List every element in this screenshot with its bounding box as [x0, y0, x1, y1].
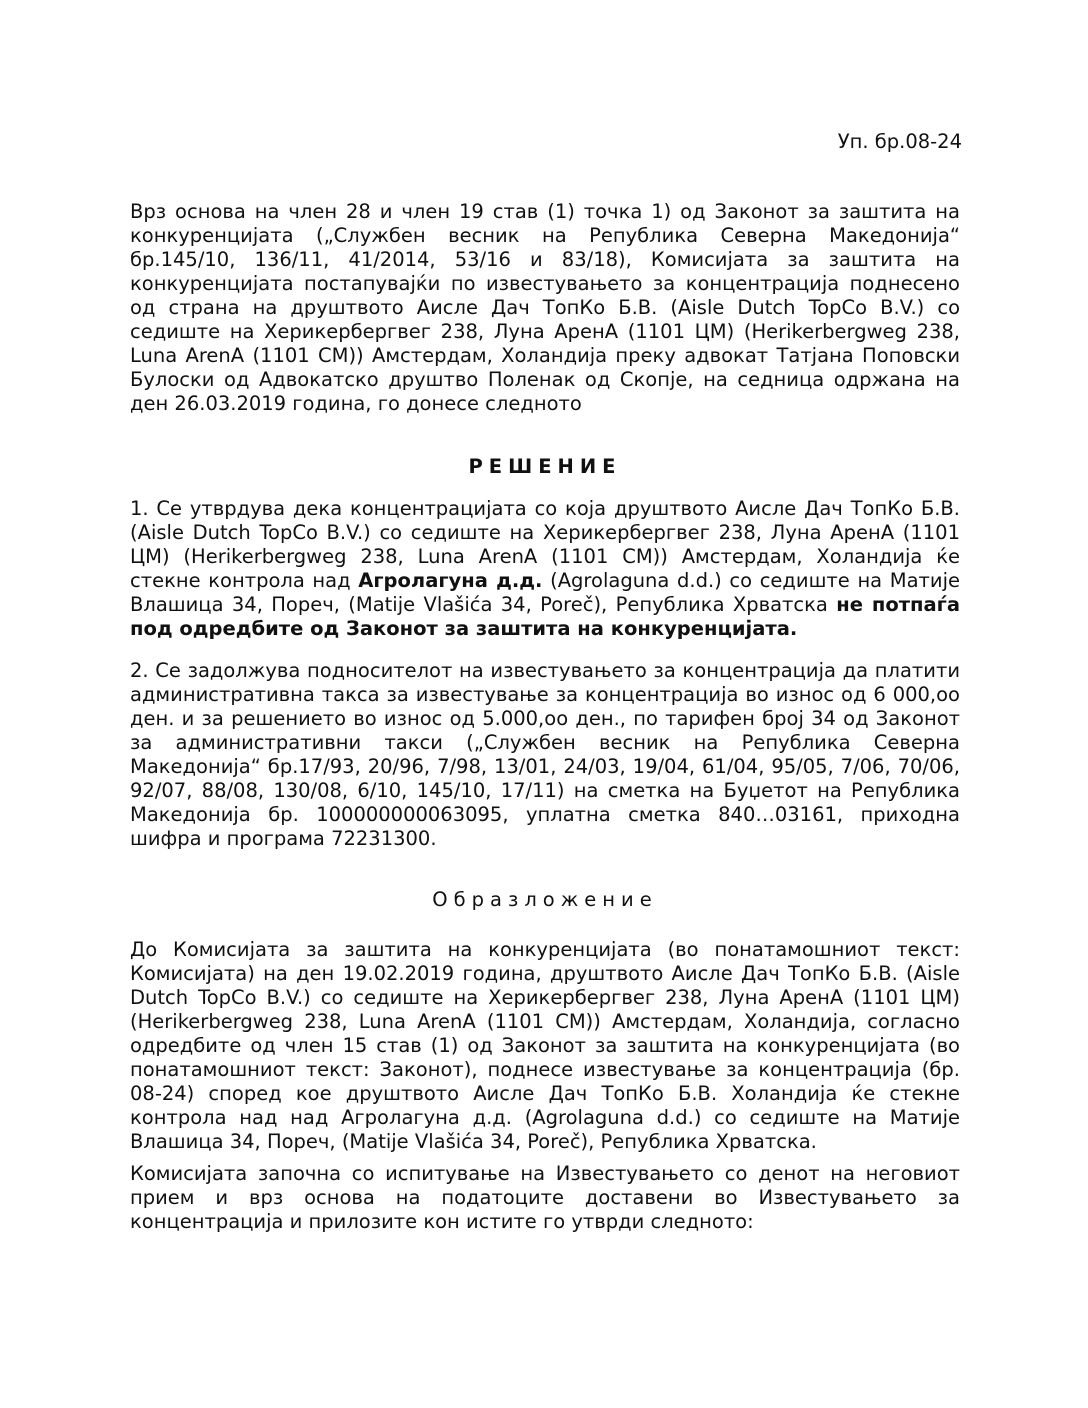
item1-text-a: 1. Се утврдува дека концентрацијата со која друштвото Аисле Дач ТопКо Б.В. (Aisle Dutch TopCo B.V.) со седиште на Херикербергвег 238, Луна АренА (1101 ЦМ) (Herikerbergweg 238, Luna ArenA (1101 CM)) Амстердам, Холандија ќе стекне контрола над	[130, 497, 960, 592]
explanation-paragraph-2: Комисијата започна со испитување на Известувањето со денот на неговиот прием и врз основа на податоците доставени во Известувањето за концентрација и прилозите кон истите го утврди следното:	[130, 1162, 960, 1233]
explanation-heading: Образложение	[432, 888, 658, 911]
item1-company-bold: Агролагуна д.д.	[358, 569, 543, 592]
intro-paragraph: Врз основа на член 28 и член 19 став (1) точка 1) од Законот за заштита на конкуренцијата („Службен весник на Република Северна Македонија“ бр.145/10, 136/11, 41/2014, 53/16 и 83/18), Комисијата за заштита на конкуренцијата постапувајќи по известувањето за концентрација поднесено од страна на друштвото Аисле Дач ТопКо Б.В. (Aisle Dutch TopCo B.V.) со седиште на Херикербергвег 238, Луна АренА (1101 ЦМ) (Herikerbergweg 238, Luna ArenA (1101 CM)) Амстердам, Холандија преку адвокат Татјана Поповски Булоски од Адвокатско друштво Поленак од Скопје, на седница одржана на ден 26.03.2019 година, го донесе следното	[130, 200, 960, 415]
decision-item-2: 2. Се задолжува подносителот на известувањето за концентрација да платити административна такса за известување за концентрација во износ од 6 000,оо ден. и за решението во износ од 5.000,оо ден., по тарифен број 34 од Законот за административни такси („Службен весник на Република Северна Македонија“ бр.17/93, 20/96, 7/98, 13/01, 24/03, 19/04, 61/04, 95/05, 7/06, 70/06, 92/07, 88/08, 130/08, 6/10, 145/10, 17/11) на сметка на Буџетот на Република Македонија бр. 100000000063095, уплатна сметка 840…03161, приходна шифра и програма 72231300.	[130, 659, 960, 850]
item1-text-b: (Agrolaguna d.d.) со седиште на Матије Влашица 34, Пореч, (Matije Vlašića 34, Poreč), Република Хрватска	[130, 569, 961, 616]
item1-conclusion-bold: не потпаѓа под одредбите од Законот за заштита на конкуренцијата.	[130, 593, 961, 640]
case-reference: Уп. бр.08-24	[837, 130, 962, 153]
decision-item-1	[130, 497, 960, 641]
explanation-paragraph-1: До Комисијата за заштита на конкуренцијата (во понатамошниот текст: Комисијата) на ден 19.02.2019 година, друштвото Аисле Дач ТопКо Б.В. (Aisle Dutch TopCo B.V.) со седиште на Херикербергвег 238, Луна АренА (1101 ЦМ) (Herikerbergweg 238, Luna ArenA (1101 CM)) Амстердам, Холандија, согласно одредбите од член 15 став (1) од Законот за заштита на конкуренцијата (во понатамошниот текст: Законот), поднесе известување за концентрација (бр. 08-24) според кое друштвото Аисле Дач ТопКо Б.В. Холандија ќе стекне контрола над над Агролагуна д.д. (Agrolaguna d.d.) со седиште на Матије Влашица 34, Пореч, (Matije Vlašića 34, Poreč), Република Хрватска.	[130, 938, 960, 1153]
decision-heading: РЕШЕНИЕ	[468, 455, 622, 478]
